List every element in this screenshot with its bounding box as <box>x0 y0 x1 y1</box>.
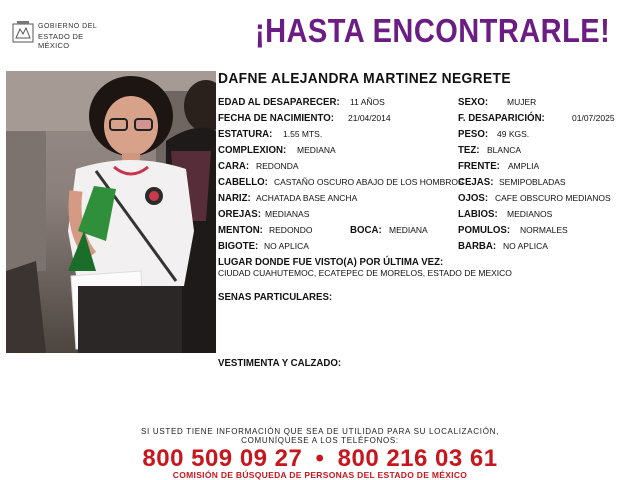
edad-label: EDAD AL DESAPARECER: <box>218 96 340 108</box>
pomulos-label: POMULOS: <box>458 224 511 236</box>
photo-illustration <box>6 71 216 353</box>
boca-value: MEDIANA <box>389 225 428 235</box>
frente-value: AMPLIA <box>508 161 540 171</box>
nacimiento-label: FECHA DE NACIMIENTO: <box>218 112 334 124</box>
tez-label: TEZ: <box>458 144 480 156</box>
labios-value: MEDIANOS <box>507 209 553 219</box>
vestimenta-label: VESTIMENTA Y CALZADO: <box>218 357 342 369</box>
desaparicion-label: F. DESAPARICIÓN: <box>458 112 545 124</box>
cara-value: REDONDA <box>256 161 299 171</box>
bigote-value: NO APLICA <box>264 241 309 251</box>
tez-value: BLANCA <box>487 145 522 155</box>
contact-info-line1: SI USTED TIENE INFORMACIÓN QUE SEA DE UTILIDAD PARA SU LOCALIZACIÓN, <box>140 427 500 436</box>
senas-label: SENAS PARTICULARES: <box>218 291 333 303</box>
headline-banner: ¡HASTA ENCONTRARLE! <box>255 12 611 49</box>
frente-label: FRENTE: <box>458 160 500 172</box>
barba-value: NO APLICA <box>503 241 548 251</box>
logo-text-line1: GOBIERNO DEL <box>38 23 98 30</box>
complexion-value: MEDIANA <box>297 145 336 155</box>
ojos-value: CAFE OBSCURO MEDIANOS <box>495 193 611 203</box>
nariz-label: NARIZ: <box>218 192 251 204</box>
desaparicion-value: 01/07/2025 <box>572 113 615 123</box>
person-name: DAFNE ALEJANDRA MARTINEZ NEGRETE <box>218 70 511 87</box>
bigote-label: BIGOTE: <box>218 240 259 252</box>
commission-name: COMISIÓN DE BÚSQUEDA DE PERSONAS DEL ESTADO DE MÉXICO <box>172 470 468 480</box>
menton-label: MENTON: <box>218 224 263 236</box>
cejas-label: CEJAS: <box>458 176 494 188</box>
barba-label: BARBA: <box>458 240 497 252</box>
cabello-value: CASTAÑO OSCURO ABAJO DE LOS HOMBROS <box>274 177 464 187</box>
lugar-label: LUGAR DONDE FUE VISTO(A) POR ÚLTIMA VEZ: <box>218 256 444 268</box>
sexo-value: MUJER <box>507 97 537 107</box>
cabello-label: CABELLO: <box>218 176 268 188</box>
cara-label: CARA: <box>218 160 250 172</box>
state-seal-icon <box>12 20 34 44</box>
missing-person-photo <box>6 71 216 353</box>
estatura-value: 1.55 MTS. <box>283 129 323 139</box>
ojos-label: OJOS: <box>458 192 489 204</box>
edad-value: 11 AÑOS <box>350 97 385 107</box>
complexion-label: COMPLEXION: <box>218 144 287 156</box>
labios-label: LABIOS: <box>458 208 498 220</box>
nariz-value: ACHATADA BASE ANCHA <box>256 193 358 203</box>
peso-value: 49 KGS. <box>497 129 530 139</box>
nacimiento-value: 21/04/2014 <box>348 113 391 123</box>
peso-label: PESO: <box>458 128 489 140</box>
estatura-label: ESTATURA: <box>218 128 273 140</box>
cejas-value: SEMIPOBLADAS <box>499 177 566 187</box>
sexo-label: SEXO: <box>458 96 489 108</box>
contact-info-line2: COMUNÍQUESE A LOS TELÉFONOS: <box>241 436 399 445</box>
pomulos-value: NORMALES <box>520 225 568 235</box>
phone-number-1[interactable]: 800 509 09 27 <box>142 445 303 472</box>
phone-separator: • <box>315 445 325 472</box>
orejas-value: MEDIANAS <box>265 209 310 219</box>
lugar-value: CIUDAD CUAHUTEMOC, ECATEPEC DE MORELOS, ESTADO DE MEXICO <box>218 268 512 278</box>
boca-label: BOCA: <box>350 224 382 236</box>
phone-numbers <box>0 445 640 473</box>
menton-value: REDONDO <box>269 225 313 235</box>
logo-text-line2: ESTADO DE MÉXICO <box>38 32 84 50</box>
phone-number-2[interactable]: 800 216 03 61 <box>337 445 498 472</box>
state-government-logo <box>12 20 112 50</box>
orejas-label: OREJAS: <box>218 208 261 220</box>
